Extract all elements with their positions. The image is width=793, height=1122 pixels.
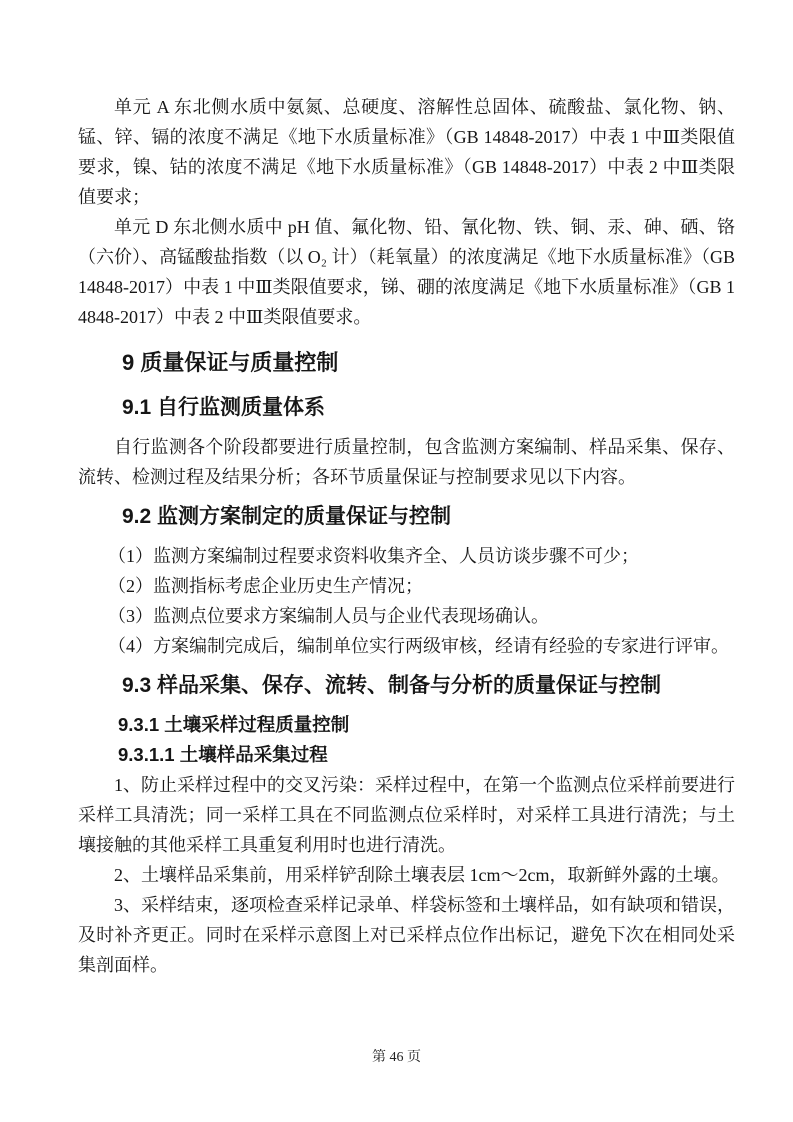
section-9-2-item-1: （1）监测方案编制过程要求资料收集齐全、人员访谈步骤不可少； [108,546,639,566]
subsection-9-3-1-1-heading: 9.3.1.1 土壤样品采集过程 [118,744,328,765]
soil-sampling-item-2: 2、土壤样品采集前，用采样铲刮除土壤表层 1cm～2cm，取新鲜外露的土壤。 [114,865,730,885]
section-9-3-heading: 9.3 样品采集、保存、流转、制备与分析的质量保证与控制 [122,674,662,697]
document-content [78,92,735,980]
section-9-2-item-4: （4）方案编制完成后，编制单位实行两级审核，经请有经验的专家进行评审。 [108,636,729,656]
soil-sampling-item-1: 1、防止采样过程中的交叉污染：采样过程中，在第一个监测点位采样前要进行采样工具清洗；同一采样工具在不同监测点位采样时，对采样工具进行清洗；与土壤接触的其他采样工具重复利用时也进行清洗。 [78,775,735,855]
section-9-2-heading: 9.2 监测方案制定的质量保证与控制 [122,505,452,528]
para-unit-d: 单元 D 东北侧水质中 pH 值、氟化物、铅、氰化物、铁、铜、汞、砷、硒、铬（六价）、高锰酸盐指数（以 O₂ 计）（耗氧量）的浓度满足《地下水质量标准》（GB 14848-2017）中表 1 中Ⅲ类限值要求，锑、硼的浓度满足《地下水质量标准》（GB 14848-2017）中表 2 中Ⅲ类限值要求。 [78,217,735,327]
section-9-2-item-3: （3）监测点位要求方案编制人员与企业代表现场确认。 [108,606,549,626]
subsection-9-3-1-heading: 9.3.1 土壤采样过程质量控制 [118,714,350,735]
page-number: 第 46 页 [372,1050,421,1065]
soil-sampling-item-3: 3、采样结束，逐项检查采样记录单、样袋标签和土壤样品，如有缺项和错误，及时补齐更正。同时在采样示意图上对已采样点位作出标记，避免下次在相同处采集剖面样。 [78,895,735,975]
section-9-1-heading: 9.1 自行监测质量体系 [122,396,326,419]
section-9-1-paragraph: 自行监测各个阶段都要进行质量控制，包含监测方案编制、样品采集、保存、流转、检测过程及结果分析；各环节质量保证与控制要求见以下内容。 [78,437,735,487]
chapter-9-heading: 9 质量保证与质量控制 [122,350,339,375]
para-unit-a: 单元 A 东北侧水质中氨氮、总硬度、溶解性总固体、硫酸盐、氯化物、钠、锰、锌、镉的浓度不满足《地下水质量标准》（GB 14848-2017）中表 1 中Ⅲ类限值要求，镍、钴的浓度不满足《地下水质量标准》（GB 14848-2017）中表 2 中Ⅲ类限值要求； [78,97,735,207]
section-9-2-item-2: （2）监测指标考虑企业历史生产情况； [108,576,423,596]
